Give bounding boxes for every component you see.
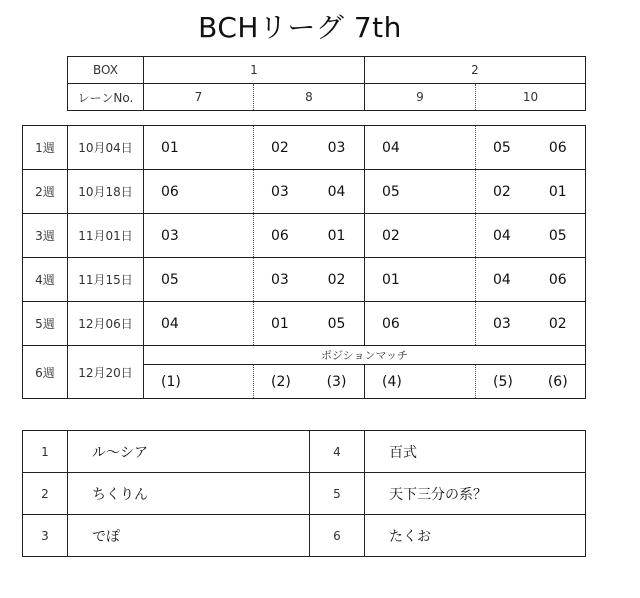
entry-number: 02 [548,315,567,332]
player-number: 4 [310,431,365,473]
entry-number: 04 [327,183,346,200]
week-cell: 6週 [23,346,68,399]
player-list-table [22,430,586,557]
lane-9-cell [365,214,476,258]
entry-number: (4) [382,373,402,390]
entry-number: 05 [161,271,179,288]
entry-number: 06 [548,271,567,288]
week-cell: 2週 [23,170,68,214]
entry-number: 04 [493,271,511,288]
entry-number: (6) [547,373,568,390]
entry-number: 02 [382,227,400,244]
entry-number: 06 [271,227,289,244]
week-cell: 1週 [23,126,68,170]
lane-9-cell [365,365,476,399]
lane-10-cell [476,258,586,302]
box-2-cell: 2 [365,57,586,84]
lane-10-cell [476,302,586,346]
player-name: ちくりん [68,473,310,515]
date-cell: 12月20日 [68,346,144,399]
entry-number: 04 [161,315,179,332]
lane-10-cell [476,126,586,170]
entry-number: 02 [493,183,511,200]
player-name: 天下三分の系？ [365,473,586,515]
schedule-row [23,126,586,170]
entry-number: 04 [493,227,511,244]
player-number: 5 [310,473,365,515]
entry-number: 05 [327,315,346,332]
lane-label: レーンNo. [68,84,144,111]
entry-number: (5) [493,373,513,390]
lane-9-cell [365,126,476,170]
lane-7-cell: 7 [144,84,254,111]
entry-number: 01 [548,183,567,200]
entry-number: 02 [327,271,346,288]
date-cell: 10月18日 [68,170,144,214]
entry-number: 01 [161,139,179,156]
lane-7-cell [144,214,254,258]
entry-number: 03 [271,271,289,288]
week-cell: 3週 [23,214,68,258]
lane-10-cell: 10 [476,84,586,111]
schedule-row [23,170,586,214]
schedule-row [23,214,586,258]
date-cell: 12月06日 [68,302,144,346]
player-name: 百式 [365,431,586,473]
schedule-table [22,125,586,399]
entry-number: (1) [161,373,181,390]
lane-8-cell [254,214,365,258]
lane-7-cell [144,258,254,302]
player-row [23,515,586,557]
entry-number: 03 [493,315,511,332]
player-name: ル～シア [68,431,310,473]
player-row [23,431,586,473]
lane-7-cell [144,126,254,170]
lane-10-cell [476,365,586,399]
entry-number: (2) [271,373,291,390]
date-cell: 11月01日 [68,214,144,258]
entry-number: (3) [326,373,347,390]
week-cell: 5週 [23,302,68,346]
box-label: BOX [68,57,144,84]
entry-number: 01 [382,271,400,288]
box-row [68,57,586,84]
entry-number: 06 [382,315,400,332]
entry-number: 03 [327,139,346,156]
player-row [23,473,586,515]
lane-8-cell [254,258,365,302]
lane-8-cell: 8 [254,84,365,111]
entry-number: 06 [548,139,567,156]
lane-7-cell [144,365,254,399]
entry-number: 03 [161,227,179,244]
entry-number: 06 [161,183,179,200]
schedule-row [23,302,586,346]
lane-8-cell [254,302,365,346]
box-1-cell: 1 [144,57,365,84]
page-title: BCHリーグ 7th [198,11,402,44]
entry-number: 04 [382,139,400,156]
player-number: 1 [23,431,68,473]
entry-number: 05 [548,227,567,244]
entry-number: 03 [271,183,289,200]
date-cell: 10月04日 [68,126,144,170]
player-name: でぽ [68,515,310,557]
lane-7-cell [144,302,254,346]
entry-number: 01 [327,227,346,244]
date-cell: 11月15日 [68,258,144,302]
lane-9-cell [365,302,476,346]
entry-number: 01 [271,315,289,332]
box-lane-header-table [67,56,586,111]
final-week-label-row [23,346,586,365]
week-cell: 4週 [23,258,68,302]
lane-9-cell [365,170,476,214]
lane-8-cell [254,126,365,170]
entry-number: 05 [382,183,400,200]
player-number: 3 [23,515,68,557]
player-number: 6 [310,515,365,557]
lane-9-cell: 9 [365,84,476,111]
entry-number: 05 [493,139,511,156]
lane-8-cell [254,170,365,214]
player-number: 2 [23,473,68,515]
lane-8-cell [254,365,365,399]
lane-7-cell [144,170,254,214]
lane-10-cell [476,214,586,258]
entry-number: 02 [271,139,289,156]
lane-row [68,84,586,111]
lane-9-cell [365,258,476,302]
player-name: たくお [365,515,586,557]
position-match-label: ポジションマッチ [144,346,586,365]
schedule-row [23,258,586,302]
lane-10-cell [476,170,586,214]
